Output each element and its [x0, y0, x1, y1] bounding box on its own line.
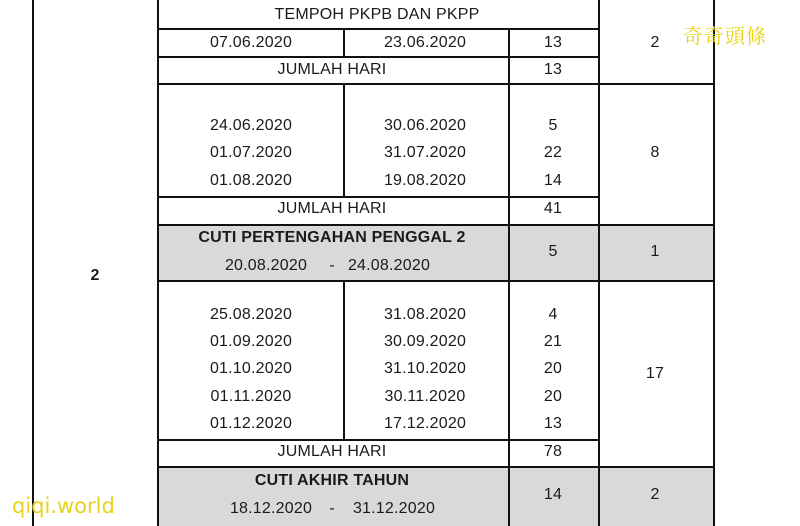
grid-line	[343, 28, 345, 56]
grid-line	[157, 28, 598, 30]
weeks-value: 8	[650, 144, 660, 161]
grid-line	[157, 0, 159, 526]
date-to: 31.08.2020	[383, 306, 467, 323]
days-value: 4	[548, 306, 558, 323]
grid-line	[598, 0, 600, 526]
date-from: 24.06.2020	[209, 117, 293, 134]
total-days: 41	[543, 200, 563, 217]
holiday-from: 18.12.2020	[229, 500, 313, 517]
date-to: 30.06.2020	[383, 117, 467, 134]
days-value: 13	[543, 415, 563, 432]
holiday-title: CUTI AKHIR TAHUN	[254, 472, 410, 489]
grid-line	[713, 0, 715, 526]
date-from: 01.10.2020	[209, 360, 293, 377]
holiday-to: 31.12.2020	[352, 500, 436, 517]
holiday-to: 24.08.2020	[347, 257, 431, 274]
date-to: 31.10.2020	[383, 360, 467, 377]
holiday-weeks: 2	[650, 486, 660, 503]
date-from: 25.08.2020	[209, 306, 293, 323]
date-to: 30.11.2020	[384, 388, 466, 405]
date-from: 01.07.2020	[209, 144, 293, 161]
holiday-days: 14	[543, 486, 563, 503]
days-value: 20	[543, 388, 563, 405]
date-to: 31.07.2020	[383, 144, 467, 161]
holiday-title: CUTI PERTENGAHAN PENGGAL 2	[198, 229, 466, 246]
days-value: 21	[543, 333, 563, 350]
date-to: 30.09.2020	[383, 333, 467, 350]
date-to: 17.12.2020	[383, 415, 467, 432]
days-value: 22	[543, 144, 563, 161]
grid-line	[157, 439, 598, 441]
date-from: 01.12.2020	[209, 415, 293, 432]
total-days: 13	[543, 61, 563, 78]
days-value: 14	[543, 172, 563, 189]
grid-line	[157, 280, 713, 282]
days-value: 20	[543, 360, 563, 377]
grid-line	[32, 0, 34, 526]
holiday-weeks: 1	[650, 243, 660, 260]
holiday-separator: -	[329, 257, 335, 274]
grid-line	[157, 466, 713, 468]
grid-line	[343, 280, 345, 439]
total-days: 78	[543, 443, 563, 460]
date-to: 23.06.2020	[383, 34, 467, 51]
grid-line	[157, 56, 598, 58]
grid-line	[508, 28, 510, 526]
grid-line	[343, 83, 345, 196]
total-label: JUMLAH HARI	[277, 61, 387, 78]
holiday-from: 20.08.2020	[224, 257, 308, 274]
days-value: 13	[543, 34, 563, 51]
date-from: 01.08.2020	[209, 172, 293, 189]
holiday-days: 5	[548, 243, 558, 260]
date-from: 07.06.2020	[209, 34, 293, 51]
weeks-value: 17	[645, 365, 665, 382]
holiday-separator: -	[329, 500, 335, 517]
watermark-bottom: qiqi.world	[12, 494, 115, 518]
row-number: 2	[90, 267, 100, 284]
section1-heading: TEMPOH PKPB DAN PKPP	[274, 6, 480, 23]
total-label: JUMLAH HARI	[277, 200, 387, 217]
grid-line	[157, 224, 713, 226]
watermark-top: 奇奇頭條	[683, 24, 767, 48]
grid-line	[157, 83, 713, 85]
weeks-value: 2	[650, 34, 660, 51]
date-to: 19.08.2020	[383, 172, 467, 189]
date-from: 01.11.2020	[210, 388, 292, 405]
days-value: 5	[548, 117, 558, 134]
date-from: 01.09.2020	[209, 333, 293, 350]
total-label: JUMLAH HARI	[277, 443, 387, 460]
grid-line	[157, 196, 598, 198]
